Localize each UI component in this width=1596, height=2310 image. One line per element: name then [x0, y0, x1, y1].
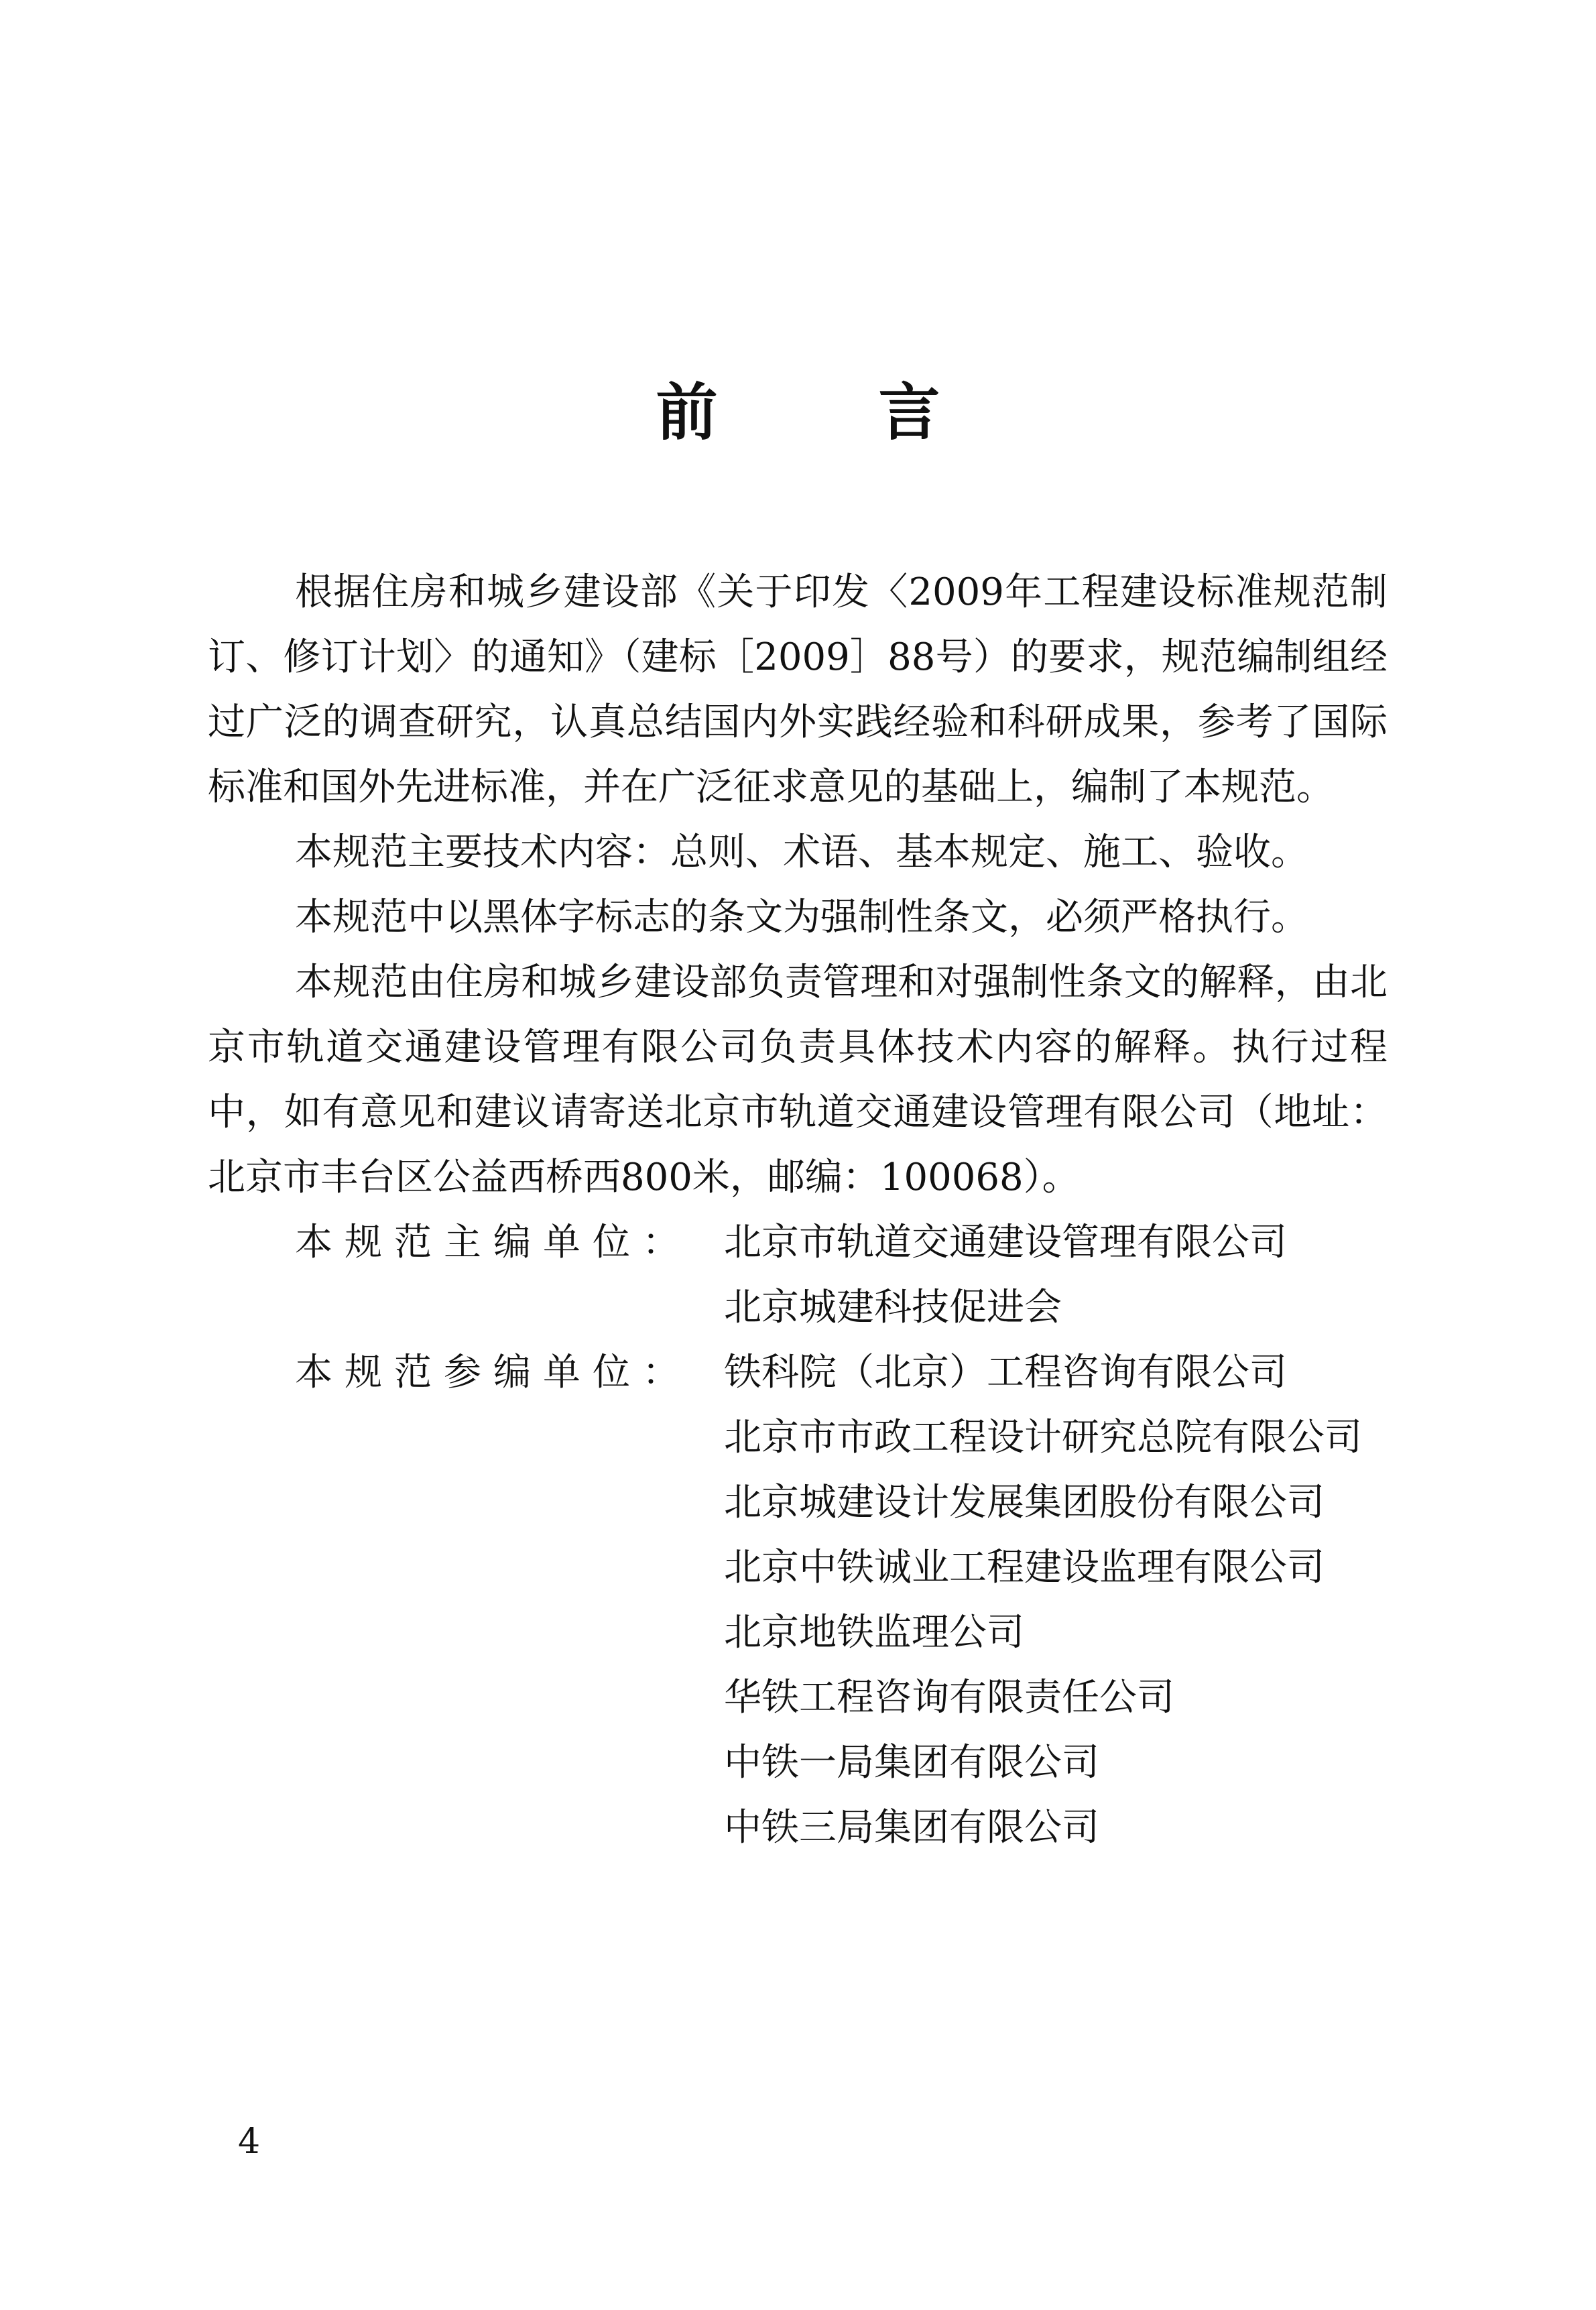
participating-units-section: [295, 1340, 1388, 1860]
participating-unit-item: 铁科院（北京）工程咨询有限公司: [724, 1351, 1287, 1394]
chief-unit-item: 北京市轨道交通建设管理有限公司: [724, 1221, 1287, 1264]
chief-units-label: 本规范主编单位：: [295, 1221, 692, 1264]
participating-unit-item: 北京中铁诚业工程建设监理有限公司: [724, 1546, 1325, 1589]
participating-units-list: [724, 1340, 1475, 1860]
participating-unit-item: 北京市市政工程设计研究总院有限公司: [724, 1416, 1362, 1459]
participating-units-label: 本规范参编单位：: [295, 1351, 692, 1394]
page-number: 4: [238, 2122, 261, 2162]
paragraph-mandatory: 本规范中以黑体字标志的条文为强制性条文，必须严格执行。: [295, 896, 1308, 939]
chief-units-section: [295, 1210, 1388, 1340]
paragraph-contents: 本规范主要技术内容：总则、术语、基本规定、施工、验收。: [295, 831, 1308, 874]
participating-unit-item: 中铁一局集团有限公司: [724, 1741, 1099, 1784]
chief-units-list: [724, 1210, 1475, 1340]
chief-unit-item: 北京城建科技促进会: [724, 1286, 1062, 1329]
participating-unit-item: 北京地铁监理公司: [724, 1611, 1024, 1654]
participating-unit-item: 北京城建设计发展集团股份有限公司: [724, 1481, 1325, 1524]
participating-unit-item: 中铁三局集团有限公司: [724, 1806, 1099, 1849]
page-title: 前言: [656, 376, 1101, 448]
participating-unit-item: 华铁工程咨询有限责任公司: [724, 1676, 1174, 1719]
document-body: [208, 560, 1388, 1860]
paragraph-basis: 根据住房和城乡建设部《关于印发〈2009年工程建设标准规范制订、修订计划〉的通知》（建标［2009］88号）的要求，规范编制组经过广泛的调查研究，认真总结国内外实践经验和科研成果，参考了国际标准和国外先进标准，并在广泛征求意见的基础上，编制了本规范。: [208, 570, 1388, 809]
paragraph-management: 本规范由住房和城乡建设部负责管理和对强制性条文的解释，由北京市轨道交通建设管理有限公司负责具体技术内容的解释。执行过程中，如有意见和建议请寄送北京市轨道交通建设管理有限公司（地址：北京市丰台区公益西桥西800米，邮编：100068）。: [208, 961, 1388, 1199]
